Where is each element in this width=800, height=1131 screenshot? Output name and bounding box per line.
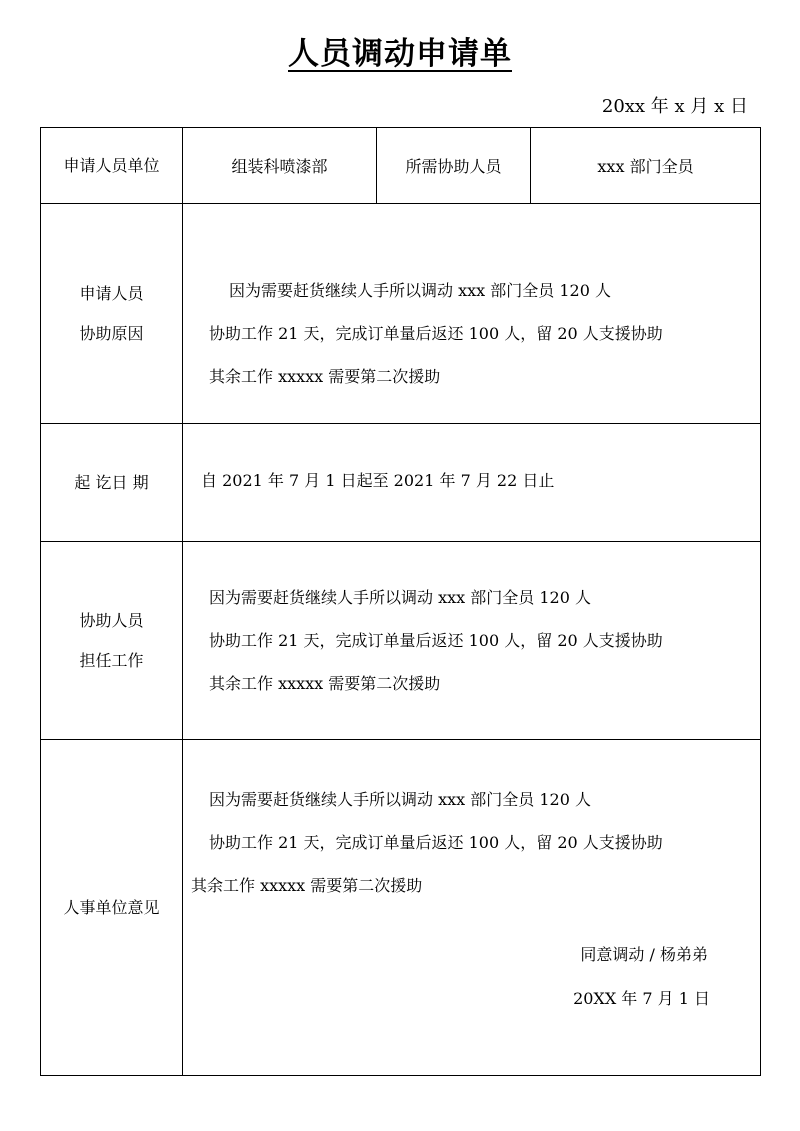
row-duties (41, 542, 761, 740)
label-period: 起 讫日 期 (41, 424, 183, 542)
duties-line-2: 协助工作 21 天，完成订单量后返还 100 人，留 20 人支援协助 (209, 631, 663, 650)
label-assist-reason-line1: 申请人员 (79, 283, 144, 303)
reason-line-3: 其余工作 xxxxx 需要第二次援助 (209, 367, 441, 386)
period-text: 自 2021 年 7 月 1 日起至 2021 年 7 月 22 日止 (201, 471, 555, 490)
label-duties (41, 542, 183, 740)
duties-line-3: 其余工作 xxxxx 需要第二次援助 (209, 674, 441, 693)
duties-line-1: 因为需要赶货继续人手所以调动 xxx 部门全员 120 人 (209, 588, 591, 607)
value-period (183, 424, 761, 542)
row-period (41, 424, 761, 542)
reason-paragraph (183, 229, 760, 398)
row-unit (41, 128, 761, 204)
hr-opinion-line-3: 其余工作 xxxxx 需要第二次援助 (191, 876, 423, 895)
value-applicant-unit: 组装科喷漆部 (183, 128, 377, 204)
label-duties-line2: 担任工作 (79, 650, 144, 670)
hr-opinion-line-2: 协助工作 21 天，完成订单量后返还 100 人，留 20 人支援协助 (209, 833, 663, 852)
row-reason (41, 204, 761, 424)
hr-signature: 同意调动 / 杨弟弟 (580, 945, 708, 964)
application-form-table (40, 127, 761, 1076)
label-assist-reason-line2: 协助原因 (79, 323, 144, 343)
row-hr-opinion (41, 740, 761, 1076)
document-date: 20xx 年 x 月 x 日 (601, 96, 748, 117)
hr-signature-date: 20XX 年 7 月 1 日 (573, 989, 710, 1008)
hr-opinion-line-1: 因为需要赶货继续人手所以调动 xxx 部门全员 120 人 (209, 790, 591, 809)
document-title-text: 人员调动申请单 (288, 36, 512, 72)
label-required-helpers: 所需协助人员 (377, 128, 531, 204)
value-duties (183, 542, 761, 740)
hr-signature-block (183, 935, 760, 1045)
document-title (0, 28, 800, 73)
duties-paragraph (183, 576, 760, 705)
label-duties-line1: 协助人员 (79, 610, 144, 630)
label-applicant-unit: 申请人员单位 (41, 128, 183, 204)
reason-line-2: 协助工作 21 天，完成订单量后返还 100 人，留 20 人支援协助 (209, 324, 663, 343)
hr-opinion-paragraph (183, 740, 760, 907)
label-hr-opinion: 人事单位意见 (41, 740, 183, 1076)
value-required-helpers: xxx 部门全员 (531, 128, 761, 204)
reason-line-1: 因为需要赶货继续人手所以调动 xxx 部门全员 120 人 (229, 281, 611, 300)
value-assist-reason (183, 204, 761, 424)
label-assist-reason (41, 204, 183, 424)
value-hr-opinion (183, 740, 761, 1076)
